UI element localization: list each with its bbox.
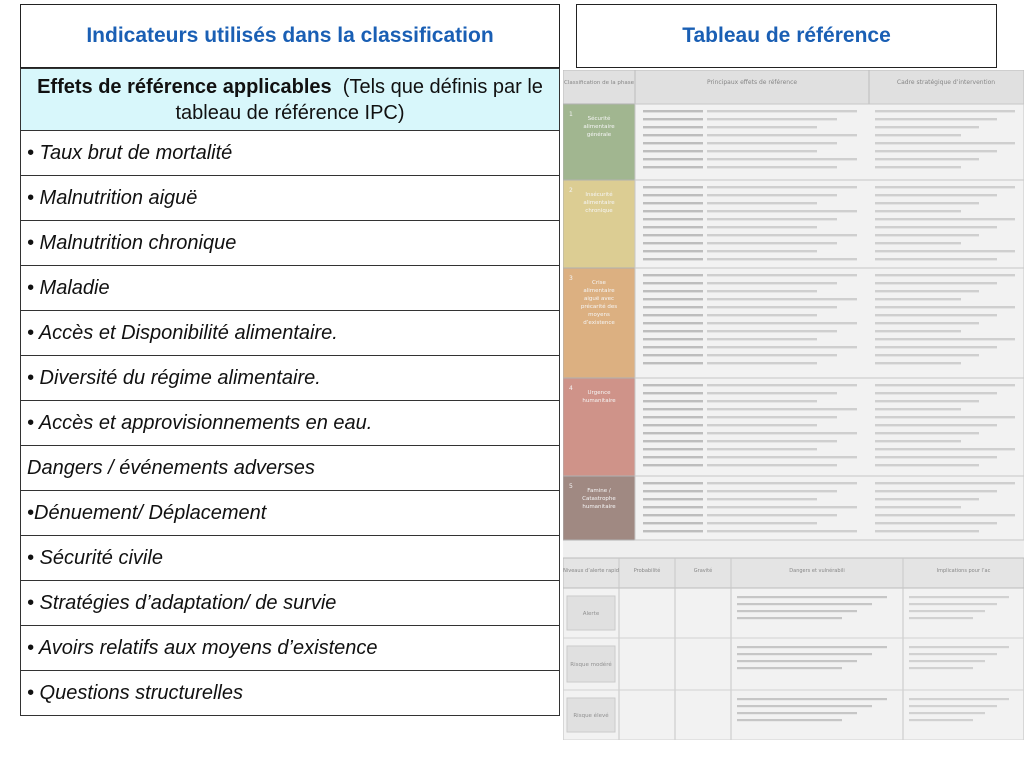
ref-col1-label: Classification de la phase <box>563 80 635 86</box>
indicators-table-header <box>21 69 560 131</box>
reference-table-title: Tableau de référence <box>576 4 997 68</box>
indicator-row <box>21 221 560 266</box>
indicator-row <box>21 671 560 716</box>
indicators-table <box>20 68 560 716</box>
ref-phase-label: aiguë avec <box>583 296 615 302</box>
ref-col2-label: Principaux effets de référence <box>706 79 798 86</box>
ref-phase-label: générale <box>586 132 612 138</box>
indicator-row <box>21 311 560 356</box>
indicator-label: • Malnutrition aiguë <box>21 176 560 221</box>
indicator-label: Dangers / événements adverses <box>21 446 560 491</box>
indicator-row <box>21 356 560 401</box>
ref-alert-col-label: Dangers et vulnérabili <box>789 568 845 574</box>
ref-phase-label: Catastrophe <box>582 496 616 502</box>
indicators-header-cell <box>21 69 560 131</box>
indicator-label: • Questions structurelles <box>21 671 560 716</box>
ref-phase-label: Insécurité <box>585 192 613 198</box>
ref-alert-level-label: Risque modéré <box>570 662 612 668</box>
indicator-row <box>21 536 560 581</box>
indicators-title: Indicateurs utilisés dans la classification <box>20 4 560 68</box>
ref-phase-label: humanitaire <box>582 398 616 404</box>
ref-phase-label: Crise <box>592 280 606 286</box>
ref-phase-label: alimentaire <box>583 200 615 206</box>
indicator-label: • Taux brut de mortalité <box>21 131 560 176</box>
indicator-label: • Avoirs relatifs aux moyens d’existence <box>21 626 560 671</box>
ref-phase-number: 2 <box>569 187 573 194</box>
ref-alert-col-label: Probabilité <box>633 568 661 574</box>
indicator-row <box>21 266 560 311</box>
indicator-label: • Stratégies d’adaptation/ de survie <box>21 581 560 626</box>
ref-phase-label: alimentaire <box>583 124 615 130</box>
indicator-row <box>21 176 560 221</box>
ref-alert-level-label: Risque élevé <box>573 713 609 719</box>
indicator-row <box>21 401 560 446</box>
reference-table-image <box>563 70 1024 740</box>
indicator-row <box>21 131 560 176</box>
ref-phase-label: Famine / <box>587 488 611 494</box>
ref-phase-number: 3 <box>569 275 573 282</box>
indicator-row <box>21 446 560 491</box>
ref-phase-label: d’existence <box>583 320 615 326</box>
ref-alert-level-label: Alerte <box>582 611 600 617</box>
ref-alert-col-label: Niveaux d’alerte rapid <box>563 568 619 574</box>
ref-phase-label: Sécurité <box>587 116 611 122</box>
ref-phase-label: chronique <box>585 208 613 214</box>
indicator-row <box>21 491 560 536</box>
ref-alert-col-label: Implications pour l’ac <box>936 568 991 574</box>
ref-phase-label: précarité des <box>580 304 618 310</box>
ref-phase-number: 5 <box>569 483 573 490</box>
indicator-label: • Sécurité civile <box>21 536 560 581</box>
ref-phase-number: 4 <box>569 385 573 392</box>
ref-phase-label: Urgence <box>587 390 611 396</box>
indicator-row <box>21 626 560 671</box>
indicator-label: • Accès et Disponibilité alimentaire. <box>21 311 560 356</box>
ref-col3-label: Cadre stratégique d’intervention <box>896 79 996 86</box>
header-bold-text: Effets de référence applicables <box>37 75 332 98</box>
ref-phase-number: 1 <box>569 111 573 118</box>
ref-alert-col-label: Gravité <box>693 568 713 574</box>
indicator-label: • Malnutrition chronique <box>21 221 560 266</box>
indicator-label: •Dénuement/ Déplacement <box>21 491 560 536</box>
ref-phase-label: moyens <box>588 312 610 318</box>
ref-phase-label: humanitaire <box>582 504 616 510</box>
indicator-row <box>21 581 560 626</box>
indicator-label: • Diversité du régime alimentaire. <box>21 356 560 401</box>
indicator-label: • Accès et approvisionnements en eau. <box>21 401 560 446</box>
indicator-label: • Maladie <box>21 266 560 311</box>
ref-phase-label: alimentaire <box>583 288 615 294</box>
header-normal-text: (Tels que définis par le tableau de référence IPC) <box>175 75 543 124</box>
